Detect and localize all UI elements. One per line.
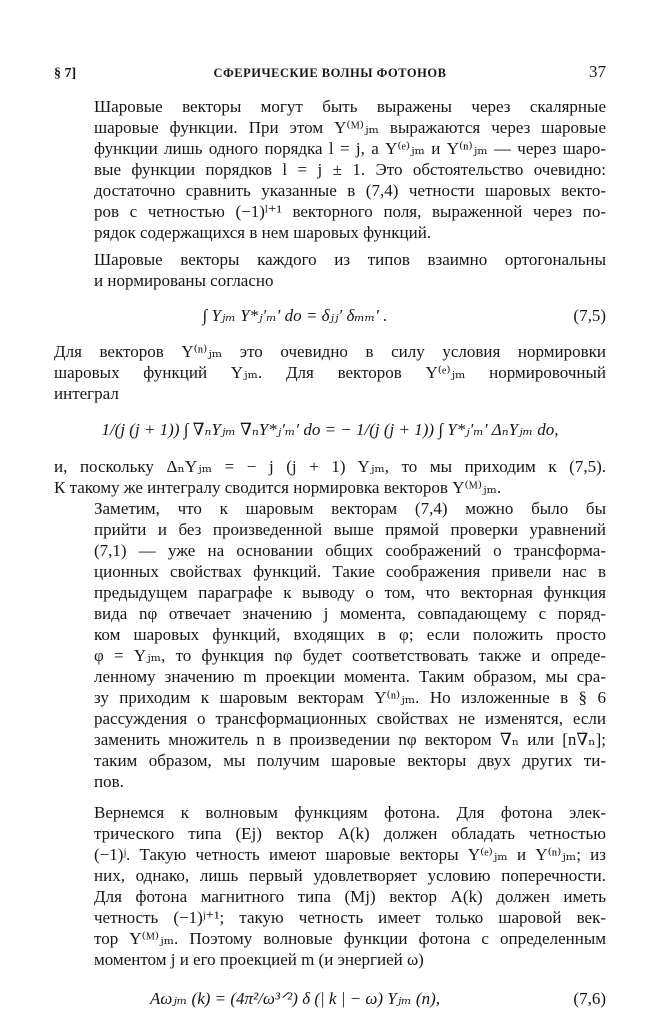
text-line: интеграл	[54, 384, 119, 403]
text-line: шаровых функций Yⱼₘ. Для векторов Y⁽ᵉ⁾ⱼₘ нормировочный	[54, 363, 606, 382]
text-line: Вернемся к волновым функциям фотона. Для фотона элек-	[94, 803, 606, 822]
text-line: Для векторов Y⁽ⁿ⁾ⱼₘ это очевидно в силу условия нормировки	[54, 342, 606, 361]
text-line: шаровые функции. При этом Y⁽ᴹ⁾ⱼₘ выражаются через шаровые	[94, 118, 606, 137]
equation-number: (7,6)	[573, 989, 606, 1008]
text-line: Шаровые векторы могут быть выражены через скалярные	[94, 97, 606, 116]
text-line: моментом j и его проекцией m (и энергией ω)	[94, 950, 424, 969]
text-line: зу приходим к шаровым векторам Y⁽ⁿ⁾ⱼₘ. Но изложенные в § 6	[94, 688, 606, 707]
text-line: них, однако, лишь первый удовлетворяет условию поперечности.	[94, 866, 606, 885]
page	[54, 62, 606, 1014]
paragraph-1	[54, 96, 606, 243]
text-line: рядок содержащихся в нем шаровых функций.	[94, 223, 432, 242]
paragraph-2	[54, 249, 606, 291]
text-line: и, поскольку ΔₙYⱼₘ = − j (j + 1) Yⱼₘ, то мы приходим к (7,5).	[54, 457, 606, 476]
equation-body: 1/(j (j + 1)) ∫ ∇ₙYⱼₘ ∇ₙY*ⱼ′ₘ′ do = − 1/(j (j + 1)) ∫ Y*ⱼ′ₘ′ ΔₙYⱼₘ do,	[101, 420, 559, 439]
page-number: 37	[589, 62, 606, 81]
paragraph-6	[54, 802, 606, 970]
paragraph-4	[54, 456, 606, 498]
paragraph-3	[54, 341, 606, 404]
text-line: К такому же интегралу сводится нормировка векторов Y⁽ᴹ⁾ⱼₘ.	[54, 478, 502, 497]
text-line: ционных свойствах функций. Такие соображения привели нас в	[94, 562, 606, 581]
paragraph-5	[54, 498, 606, 792]
text-line: вида nφ отвечает значению j момента, совпадающему с поряд-	[94, 604, 606, 623]
text-line: (7,1) — уже на основании общих соображений о трансформа-	[94, 541, 606, 560]
text-line: заменить множитель n в произведении nφ вектором ∇ₙ или [n∇ₙ];	[94, 730, 606, 749]
equation-body: Aωⱼₘ (k) = (4π²/ω³ᐟ²) δ (| k | − ω) Yⱼₘ (n),	[150, 989, 440, 1008]
running-title: СФЕРИЧЕСКИЕ ВОЛНЫ ФОТОНОВ	[213, 66, 447, 80]
text-line: тор Y⁽ᴹ⁾ⱼₘ. Поэтому волновые функции фотона с определенным	[94, 929, 606, 948]
text-line: вые функции порядков l = j ± 1. Это обстоятельство очевидно:	[94, 160, 606, 179]
section-marker: § 7]	[54, 66, 77, 81]
text-line: трического типа (Ej) вектор A(k) должен обладать четностью	[94, 824, 606, 843]
equation-number: (7,5)	[573, 306, 606, 325]
equation-7-5	[54, 301, 606, 331]
text-line: пов.	[94, 772, 124, 791]
running-header	[54, 62, 606, 92]
text-line: таким образом, мы получим шаровые векторы двух других ти-	[94, 751, 606, 770]
text-line: рассуждения о трансформационных свойствах не изменятся, если	[94, 709, 606, 728]
text-line: четность (−1)ʲ⁺¹; такую четность имеет только шаровой век-	[94, 908, 606, 927]
equation-7-6	[54, 984, 606, 1014]
text-line: Для фотона магнитного типа (Mj) вектор A(k) должен иметь	[94, 887, 606, 906]
text-line: прийти и без произведенной выше прямой проверки уравнений	[94, 520, 606, 539]
equation-body: ∫ Yⱼₘ Y*ⱼ′ₘ′ do = δⱼⱼ′ δₘₘ′ .	[202, 306, 388, 325]
text-line: Шаровые векторы каждого из типов взаимно ортогональны	[94, 250, 606, 269]
text-line: функции лишь одного порядка l = j, а Y⁽ᵉ⁾ⱼₘ и Y⁽ⁿ⁾ⱼₘ — через шаро-	[94, 139, 606, 158]
text-line: Заметим, что к шаровым векторам (7,4) можно было бы	[94, 499, 606, 518]
text-line: (−1)ʲ. Такую четность имеют шаровые векторы Y⁽ᵉ⁾ⱼₘ и Y⁽ⁿ⁾ⱼₘ; из	[94, 845, 606, 864]
text-line: предыдущем параграфе к выводу о том, что векторная функция	[94, 583, 606, 602]
text-line: достаточно сравнить указанные в (7,4) четности шаровых векто-	[94, 181, 606, 200]
text-line: φ = Yⱼₘ, то функция nφ будет соответствовать также и опреде-	[94, 646, 606, 665]
text-line: ленному значению m проекции момента. Таким образом, мы сра-	[94, 667, 606, 686]
equation-normalization	[54, 404, 606, 456]
text-line: ров с четностью (−1)ˡ⁺¹ векторного поля, выраженной через по-	[94, 202, 606, 221]
text-line: ком шаровых функций, входящих в φ; если положить просто	[94, 625, 606, 644]
text-line: и нормированы согласно	[94, 271, 274, 290]
